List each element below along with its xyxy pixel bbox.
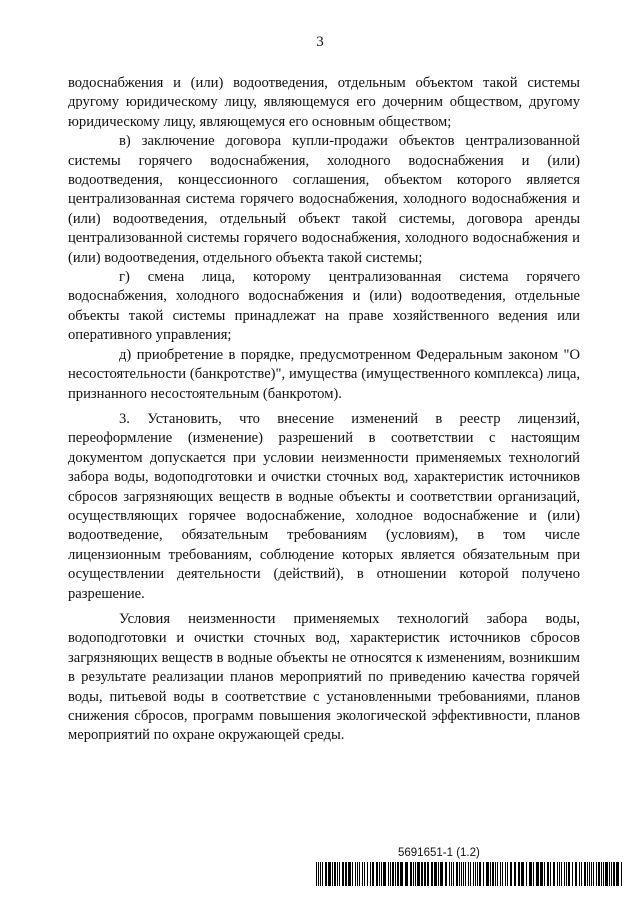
paragraph-item-d: д) приобретение в порядке, предусмотренном Федеральным законом "О несостоятельности (банкротстве)", имущества (имущественного комплекса) лица, признанного несостоятельным (банкротом). <box>68 346 580 402</box>
paragraph-clause-3: 3. Установить, что внесение изменений в реестр лицензий, переоформление (изменение) разрешений в соответствии с настоящим документом допускается при условии неизменности применяемых технологий забора воды, водоподготовки и очистки сточных вод, характеристик источников сбросов загрязняющих веществ в водные объекты и соответствии организаций, осуществляющих горячее водоснабжение, холодное водоснабжение и (или) водоотведение, обязательным требованиям (условиям), в том числе лицензионным требованиям, соблюдение которых является обязательным при осуществлении деятельности (действий), в отношении которой получено разрешение. <box>68 410 580 602</box>
paragraph-conditions: Условия неизменности применяемых технологий забора воды, водоподготовки и очистки сточных вод, характеристик источников сбросов загрязняющих веществ в водные объекты не относятся к изменениям, возникшим в результате реализации планов мероприятий по приведению качества горячей воды, питьевой воды в соответствие с установленными требованиями, планов снижения сбросов, программ повышения экологической эффективности, планов мероприятий по охране окружающей среды. <box>68 610 580 744</box>
document-code: 5691651-1 (1.2) <box>398 847 480 859</box>
barcode-icon <box>316 862 626 886</box>
document-body <box>68 74 580 746</box>
paragraph-item-g: г) смена лица, которому централизованная система горячего водоснабжения, холодного водоснабжения и (или) водоотведения, отдельные объекты такой системы принадлежат на праве хозяйственного ведения или оперативного управления; <box>68 269 580 344</box>
paragraph-item-v: в) заключение договора купли-продажи объектов централизованной системы горячего водоснабжения, холодного водоснабжения и (или) водоотведения, концессионного соглашения, объектом которого является централизованная система горячего водоснабжения, холодного водоснабжения и (или) водоотведения, отдельный объект такой системы, договора аренды централизованной системы горячего водоснабжения, холодного водоснабжения и (или) водоотведения, отдельного объекта такой системы; <box>68 133 580 266</box>
page-number: 3 <box>316 34 324 50</box>
paragraph-continuation: водоснабжения и (или) водоотведения, отдельным объектом такой системы другому юридическому лицу, являющемуся его дочерним обществом, другому юридическому лицу, являющемуся его основным обществом; <box>68 75 580 130</box>
